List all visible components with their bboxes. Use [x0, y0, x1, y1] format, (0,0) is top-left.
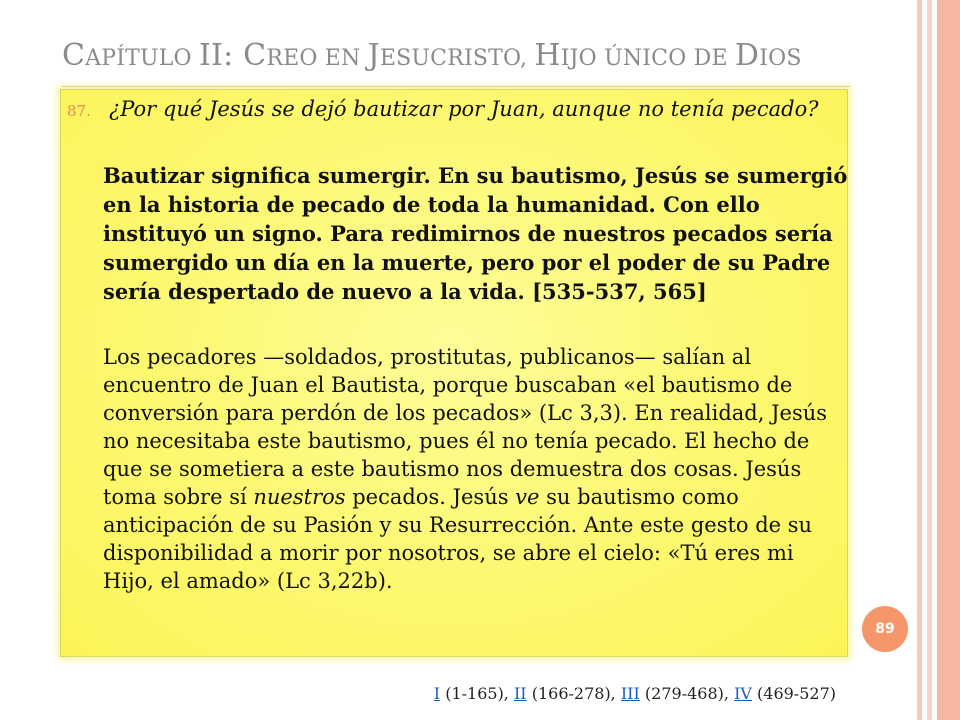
- title-part: D: [734, 38, 760, 73]
- title-part: H: [534, 38, 561, 73]
- commentary-paragraph: [103, 343, 848, 595]
- footer-link-iv[interactable]: IV: [734, 684, 752, 703]
- decor-stripe-wide: [937, 0, 960, 720]
- title-underline: [62, 86, 850, 87]
- footer-link-i[interactable]: I: [433, 684, 441, 703]
- footer-range: (279-468),: [639, 684, 735, 703]
- footer-link-iii[interactable]: III: [620, 684, 640, 703]
- answer-paragraph: Bautizar significa sumergir. En su bautismo, Jesús se sumergió en la historia de pecado de toda la humanidad. Con ello instituyó un signo. Para redimirnos de nuestros pecados sería sumergido un día en la muerte, pero por el poder de su Padre sería despertado de nuevo a la vida. [535-537, 565]: [103, 163, 848, 304]
- decor-stripe-thin: [917, 0, 922, 720]
- footer-range: (166-278),: [526, 684, 621, 703]
- title-part: II: C: [199, 38, 267, 73]
- footer-range: (1-165),: [440, 684, 514, 703]
- title-part: J: [367, 38, 380, 73]
- title-part: IJO ÚNICO DE: [560, 46, 735, 71]
- question-number: 87.: [67, 102, 91, 120]
- commentary-text: su bautismo como anticipación de su Pasión y su Resurrección. Ante este gesto de su disponibilidad a morir por nosotros, se abre el cielo: «Tú eres mi Hijo, el amado» (Lc 3,22b).: [103, 485, 813, 593]
- page-number-badge: 89: [862, 606, 908, 652]
- decor-stripe-medium: [927, 0, 932, 720]
- content-box: [60, 89, 848, 657]
- title-part: ESUCRISTO,: [379, 46, 535, 71]
- commentary-emphasis: ve: [515, 485, 540, 509]
- title-part: REO EN: [266, 46, 368, 71]
- question: [61, 96, 831, 123]
- commentary-emphasis: nuestros: [253, 485, 346, 509]
- commentary-text: pecados. Jesús: [345, 485, 516, 509]
- title-part: APÍTULO: [85, 46, 199, 71]
- footer-navigation: [0, 684, 836, 703]
- footer-link-ii[interactable]: II: [513, 684, 527, 703]
- slide-title: [62, 38, 902, 73]
- footer-range: (469-527): [751, 684, 836, 703]
- title-part: C: [62, 38, 86, 73]
- question-text: ¿Por qué Jesús se dejó bautizar por Juan, aunque no tenía pecado?: [109, 97, 819, 121]
- commentary-text: Los pecadores —soldados, prostitutas, publicanos— salían al encuentro de Juan el Bautista, porque buscaban «el bautismo de conversión para perdón de los pecados» (Lc 3,3). En realidad, Jesús no necesitaba este bautismo, pues él no tenía pecado. El hecho de que se sometiera a este bautismo nos demuestra dos cosas. Jesús toma sobre sí: [103, 345, 828, 509]
- title-part: IOS: [759, 46, 802, 71]
